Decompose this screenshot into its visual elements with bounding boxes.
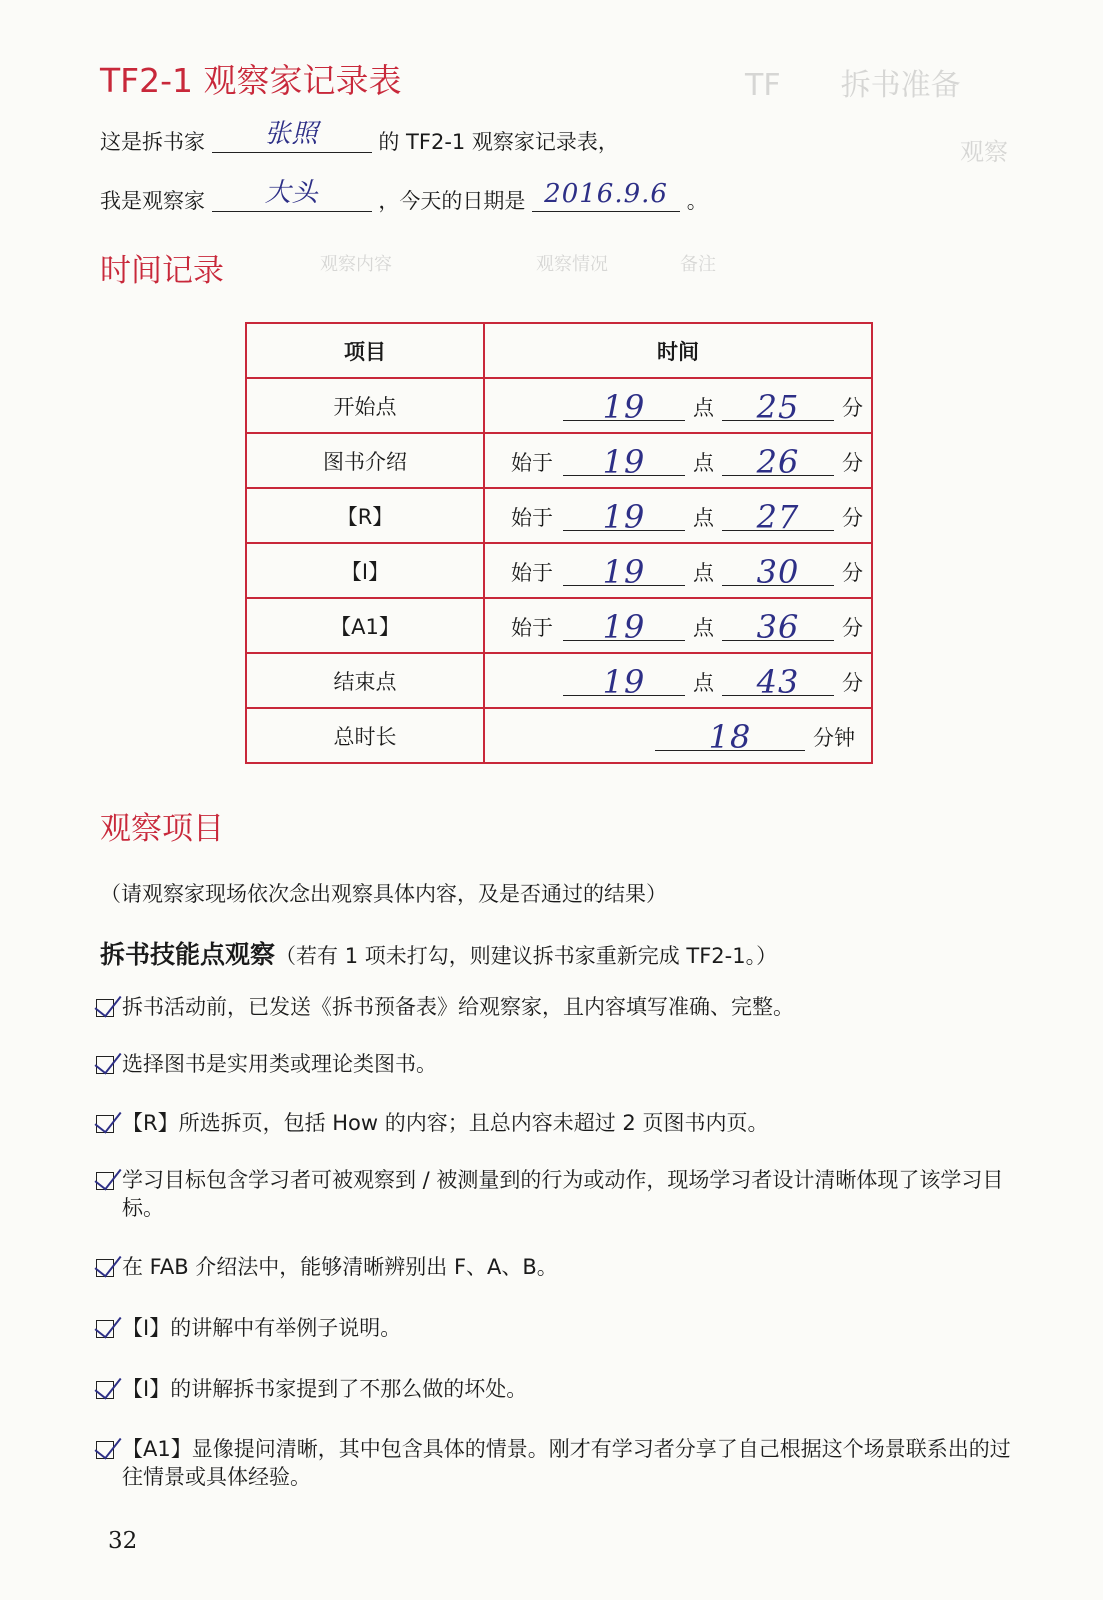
hour-field[interactable] [563,607,685,646]
time-cell [484,488,872,543]
date-suffix: 。 [686,189,708,213]
minute-value: 30 [756,552,800,591]
check-mark-icon [94,1045,121,1074]
checklist-item-text: 【I】的讲解拆书家提到了不那么做的坏处。 [122,1377,528,1401]
row-label: 结束点 [246,653,484,708]
row-prefix: 始于 [511,505,553,530]
col-header-item: 项目 [246,323,484,378]
time-cell [484,378,872,433]
row-prefix: 始于 [511,560,553,585]
check-mark-icon [94,988,121,1017]
minute-value: 36 [756,607,800,646]
minute-value: 43 [756,662,800,701]
check-mark-icon [94,1161,121,1190]
checklist-item-text: 拆书活动前，已发送《拆书预备表》给观察家，且内容填写准确、完整。 [122,995,794,1019]
hour-value: 19 [602,387,646,426]
row-label: 【R】 [246,488,484,543]
bleed-through-text: TF 拆书准备 [745,68,961,103]
skill-title: 拆书技能点观察 [100,940,276,969]
date-value: 2016.9.6 [544,179,668,209]
time-cell [484,653,872,708]
checkbox[interactable] [96,1320,114,1338]
row-label: 【A1】 [246,598,484,653]
hour-unit: 点 [693,395,714,420]
checklist-item-text: 【I】的讲解中有举例子说明。 [122,1316,402,1340]
minute-unit: 分 [842,505,863,530]
checklist-item [96,1375,1026,1403]
total-minutes: 18 [708,717,752,756]
table-row [246,488,872,543]
minute-unit: 分 [842,670,863,695]
row-label: 总时长 [246,708,484,763]
checklist-item [96,1050,1026,1078]
check-mark-icon [94,1309,121,1338]
checklist-item [96,1166,1026,1222]
minute-unit: 分 [842,450,863,475]
checkbox[interactable] [96,1259,114,1277]
checklist-item-text: 【R】所选拆页，包括 How 的内容；且总内容未超过 2 页图书内页。 [122,1111,769,1135]
observer-prefix: 我是观察家 [100,189,205,213]
skill-heading [100,935,777,971]
observer-name-field[interactable] [212,178,372,212]
hour-value: 19 [602,552,646,591]
splitter-name: 张照 [264,119,319,149]
row-prefix: 始于 [511,615,553,640]
minute-field[interactable] [722,607,834,646]
total-duration-cell [484,708,872,763]
minute-field[interactable] [722,662,834,701]
checkbox[interactable] [96,999,114,1017]
hour-field[interactable] [563,497,685,536]
checkbox[interactable] [96,1172,114,1190]
hour-value: 19 [602,662,646,701]
minute-field[interactable] [722,497,834,536]
intro-line-1 [100,119,619,156]
hour-field[interactable] [563,387,685,426]
minute-value: 26 [756,442,800,481]
table-row [246,653,872,708]
skill-note: （若有 1 项未打勾，则建议拆书家重新完成 TF2-1。） [275,944,778,968]
minute-unit: 分 [842,615,863,640]
table-row [246,598,872,653]
hour-unit: 点 [693,615,714,640]
hour-unit: 点 [693,450,714,475]
minute-field[interactable] [722,552,834,591]
table-row [246,378,872,433]
hour-value: 19 [602,442,646,481]
checklist-item-text: 在 FAB 介绍法中，能够清晰辨别出 F、A、B。 [122,1255,558,1279]
hour-unit: 点 [693,505,714,530]
table-row [246,543,872,598]
splitter-name-field[interactable] [212,119,372,153]
checklist-item-text: 【A1】显像提问清晰，其中包含具体的情景。刚才有学习者分享了自己根据这个场景联系出的过往情景或具体经验。 [122,1437,1011,1489]
hour-value: 19 [602,607,646,646]
checklist-item [96,1109,1026,1137]
duration-unit: 分钟 [813,725,855,750]
time-record-table [245,322,873,764]
row-label: 开始点 [246,378,484,433]
hour-field[interactable] [563,662,685,701]
minute-field[interactable] [722,387,834,426]
date-field[interactable] [532,181,680,212]
time-cell [484,543,872,598]
check-mark-icon [94,1104,121,1133]
minute-field[interactable] [722,442,834,481]
intro-suffix: 的 TF2-1 观察家记录表， [378,130,619,154]
minute-unit: 分 [842,395,863,420]
checklist-item-text: 选择图书是实用类或理论类图书。 [122,1052,437,1076]
page-number: 32 [108,1528,138,1554]
hour-unit: 点 [693,670,714,695]
minute-unit: 分 [842,560,863,585]
checklist-item [96,993,1026,1021]
hour-field[interactable] [563,442,685,481]
page-title: TF2-1 观察家记录表 [100,61,402,100]
minute-value: 25 [756,387,800,426]
intro-prefix: 这是拆书家 [100,130,205,154]
check-mark-icon [94,1248,121,1277]
col-header-time: 时间 [484,323,872,378]
date-prefix: ，今天的日期是 [378,189,526,213]
hour-unit: 点 [693,560,714,585]
observe-note: （请观察家现场依次念出观察具体内容，及是否通过的结果） [100,882,667,906]
checkbox[interactable] [96,1441,114,1459]
check-mark-icon [94,1430,121,1459]
observer-name: 大头 [264,178,319,208]
bleed-through-text: 观察 [960,138,1008,166]
hour-field[interactable] [563,552,685,591]
minute-value: 27 [756,497,800,536]
bleed-through-text: 观察内容 观察情况 备注 [320,254,716,275]
checklist-item [96,1253,1026,1281]
hour-value: 19 [602,497,646,536]
total-minutes-field[interactable] [655,717,805,756]
checklist-item [96,1435,1026,1491]
observe-section-heading: 观察项目 [100,811,224,847]
checkbox[interactable] [96,1381,114,1399]
time-cell [484,433,872,488]
table-row-total [246,708,872,763]
checklist-item-text: 学习目标包含学习者可被观察到 / 被测量到的行为或动作，现场学习者设计清晰体现了该学习目标。 [122,1168,1004,1220]
intro-line-2 [100,178,708,215]
time-section-heading: 时间记录 [100,253,224,289]
time-cell [484,598,872,653]
check-mark-icon [94,1370,121,1399]
checkbox[interactable] [96,1056,114,1074]
row-prefix: 始于 [511,450,553,475]
row-label: 【I】 [246,543,484,598]
row-label: 图书介绍 [246,433,484,488]
checklist-item [96,1314,1026,1342]
checkbox[interactable] [96,1115,114,1133]
table-row [246,433,872,488]
